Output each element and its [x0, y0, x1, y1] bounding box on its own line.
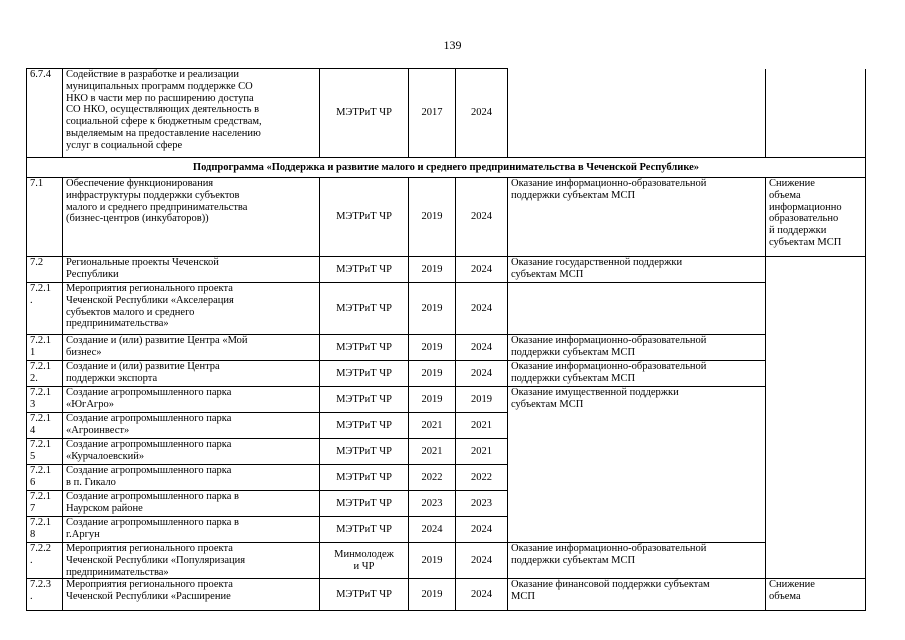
row-end-year: 2019 — [456, 387, 508, 413]
row-result: Оказание информационно-образовательной поддержки субъектам МСП — [508, 543, 766, 579]
row-end-year: 2021 — [456, 439, 508, 465]
row-result: Оказание финансовой поддержки субъектам МСП — [508, 579, 766, 611]
row-number: 7.2.1 3 — [27, 387, 63, 413]
row-number: 7.2.1 7 — [27, 491, 63, 517]
page-number: 139 — [443, 38, 462, 52]
row-executor: МЭТРиТ ЧР — [320, 69, 409, 158]
row-end-year: 2024 — [456, 361, 508, 387]
row-indicator — [766, 257, 866, 579]
row-end-year: 2024 — [456, 543, 508, 579]
row-number: 7.2 — [27, 257, 63, 283]
row-name: Мероприятия регионального проекта Чеченской Республики «Популяризация предпринимательства» — [63, 543, 320, 579]
row-result: Оказание информационно-образовательной поддержки субъектам МСП — [508, 361, 766, 387]
row-number: 7.2.1 5 — [27, 439, 63, 465]
row-indicator: Снижение объема — [766, 579, 866, 611]
row-end-year: 2021 — [456, 413, 508, 439]
row-start-year: 2023 — [409, 491, 456, 517]
row-result: Оказание информационно-образовательной поддержки субъектам МСП — [508, 178, 766, 257]
row-start-year: 2019 — [409, 543, 456, 579]
row-executor: МЭТРиТ ЧР — [320, 257, 409, 283]
row-executor: МЭТРиТ ЧР — [320, 335, 409, 361]
row-executor: МЭТРиТ ЧР — [320, 178, 409, 257]
row-number: 6.7.4 — [27, 69, 63, 158]
row-result: Оказание имущественной поддержки субъектам МСП — [508, 387, 766, 543]
row-start-year: 2017 — [409, 69, 456, 158]
subprogram-row — [27, 158, 866, 178]
row-executor: МЭТРиТ ЧР — [320, 387, 409, 413]
row-indicator-empty — [766, 69, 866, 158]
row-name: Создание и (или) развитие Центра «Мой бизнес» — [63, 335, 320, 361]
row-start-year: 2024 — [409, 517, 456, 543]
row-start-year: 2019 — [409, 178, 456, 257]
row-end-year: 2024 — [456, 283, 508, 335]
row-result: Оказание государственной поддержки субъектам МСП — [508, 257, 766, 283]
row-executor: МЭТРиТ ЧР — [320, 491, 409, 517]
row-end-year: 2024 — [456, 335, 508, 361]
row-executor: МЭТРиТ ЧР — [320, 579, 409, 611]
row-executor: МЭТРиТ ЧР — [320, 413, 409, 439]
row-name: Создание и (или) развитие Центра поддержки экспорта — [63, 361, 320, 387]
row-name: Мероприятия регионального проекта Чеченской Республики «Акселерация субъектов малого и среднего предпринимательства» — [63, 283, 320, 335]
row-executor: МЭТРиТ ЧР — [320, 517, 409, 543]
table-row — [27, 283, 866, 335]
table-row — [27, 387, 866, 413]
table-row — [27, 543, 866, 579]
row-name: Создание агропромышленного парка в Наурском районе — [63, 491, 320, 517]
row-start-year: 2021 — [409, 413, 456, 439]
row-start-year: 2019 — [409, 579, 456, 611]
row-name: Региональные проекты Чеченской Республики — [63, 257, 320, 283]
row-start-year: 2022 — [409, 465, 456, 491]
row-number: 7.2.1 8 — [27, 517, 63, 543]
row-end-year: 2023 — [456, 491, 508, 517]
row-number: 7.2.1 . — [27, 283, 63, 335]
row-end-year: 2024 — [456, 517, 508, 543]
row-executor: Минмолодеж и ЧР — [320, 543, 409, 579]
row-number: 7.2.3 . — [27, 579, 63, 611]
row-end-year: 2024 — [456, 579, 508, 611]
row-number: 7.2.1 2. — [27, 361, 63, 387]
row-start-year: 2019 — [409, 257, 456, 283]
table-row — [27, 579, 866, 611]
row-name: Создание агропромышленного парка в п. Гикало — [63, 465, 320, 491]
row-number: 7.2.1 1 — [27, 335, 63, 361]
row-start-year: 2019 — [409, 283, 456, 335]
table-row — [27, 257, 866, 283]
row-result — [508, 283, 766, 335]
row-executor: МЭТРиТ ЧР — [320, 361, 409, 387]
row-name: Содействие в разработке и реализации муниципальных программ поддержке СО НКО в части мер по расширению доступа СО НКО, осуществляющих деятельность в социальной сфере к бюджетным средствам, выделяемым на предоставление населению услуг в социальной сфере — [63, 69, 320, 158]
subprogram-title: Подпрограмма «Поддержка и развитие малого и среднего предпринимательства в Чеченской Республике» — [27, 158, 866, 178]
table-row — [27, 178, 866, 257]
table-row — [27, 335, 866, 361]
row-start-year: 2019 — [409, 387, 456, 413]
row-number: 7.2.1 4 — [27, 413, 63, 439]
row-executor: МЭТРиТ ЧР — [320, 283, 409, 335]
row-indicator: Снижение объема информационно образовательно й поддержки субъектам МСП — [766, 178, 866, 257]
row-end-year: 2024 — [456, 257, 508, 283]
row-name: Обеспечение функционирования инфраструктуры поддержки субъектов малого и среднего предпринимательства (бизнес-центров (инкубаторов)) — [63, 178, 320, 257]
row-name: Создание агропромышленного парка «ЮгАгро» — [63, 387, 320, 413]
row-number: 7.1 — [27, 178, 63, 257]
table-row-6-7-4 — [27, 69, 866, 158]
row-start-year: 2021 — [409, 439, 456, 465]
row-end-year: 2024 — [456, 178, 508, 257]
row-name: Создание агропромышленного парка «Агроинвест» — [63, 413, 320, 439]
row-name: Мероприятия регионального проекта Чеченской Республики «Расширение — [63, 579, 320, 611]
row-start-year: 2019 — [409, 361, 456, 387]
table-row — [27, 361, 866, 387]
row-name: Создание агропромышленного парка «Курчалоевский» — [63, 439, 320, 465]
measures-table — [26, 68, 866, 611]
row-result: Оказание информационно-образовательной поддержки субъектам МСП — [508, 335, 766, 361]
row-end-year: 2022 — [456, 465, 508, 491]
row-executor: МЭТРиТ ЧР — [320, 465, 409, 491]
row-end-year: 2024 — [456, 69, 508, 158]
row-name: Создание агропромышленного парка в г.Аргун — [63, 517, 320, 543]
row-start-year: 2019 — [409, 335, 456, 361]
row-number: 7.2.1 6 — [27, 465, 63, 491]
row-result-empty — [508, 69, 766, 158]
row-number: 7.2.2 . — [27, 543, 63, 579]
row-executor: МЭТРиТ ЧР — [320, 439, 409, 465]
